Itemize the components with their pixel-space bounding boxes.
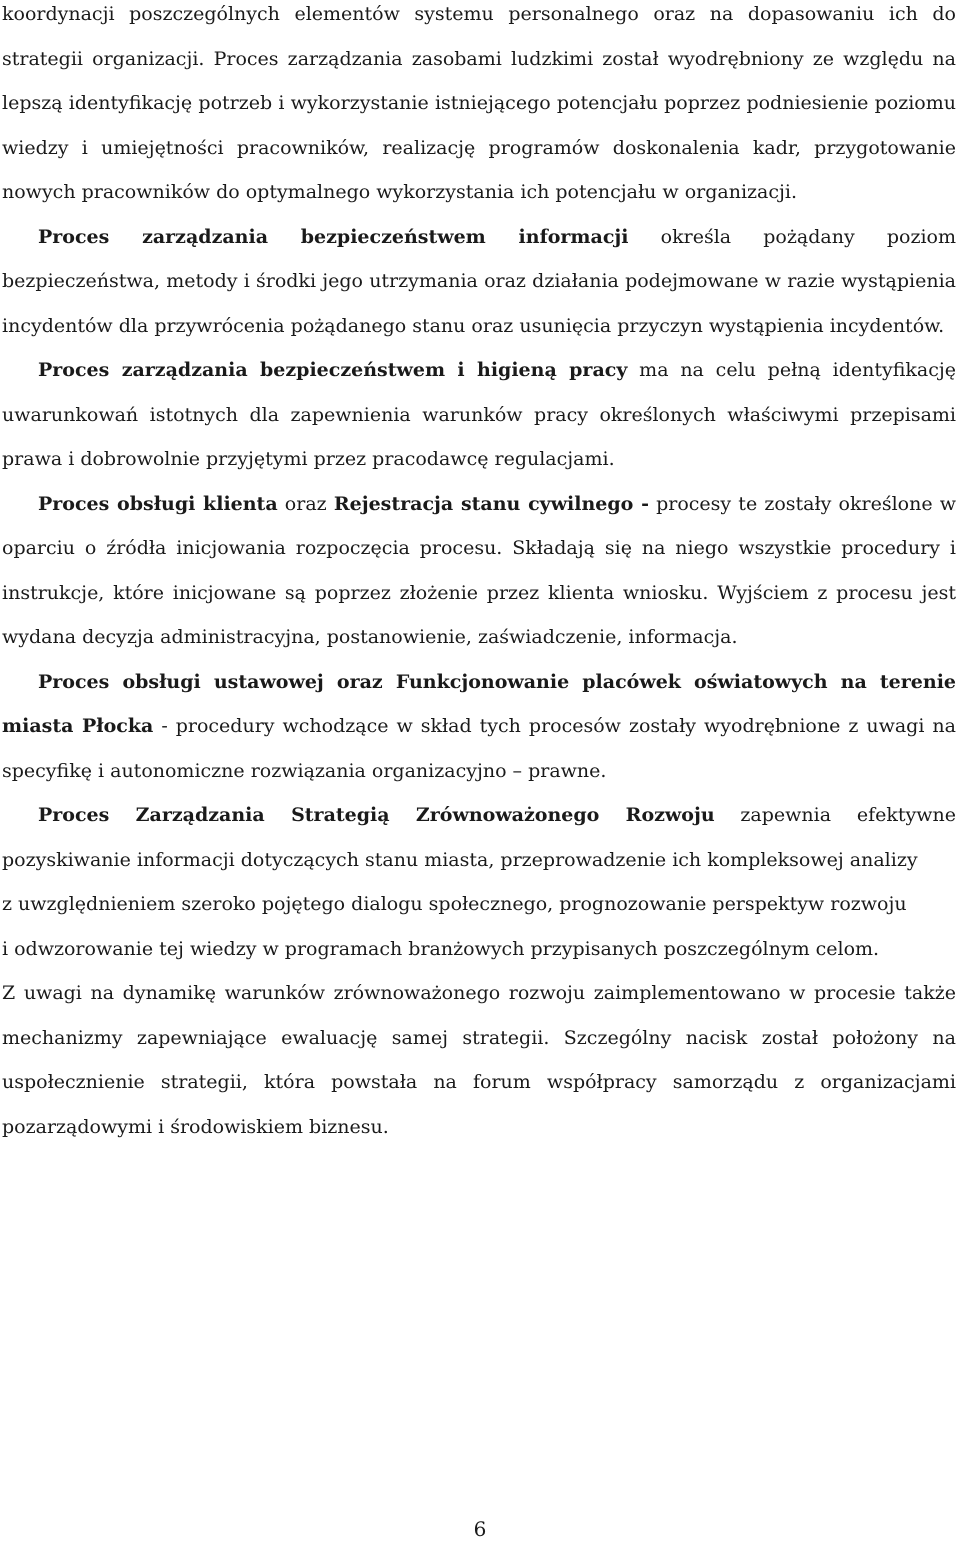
page-number: 6	[473, 1517, 487, 1541]
paragraph-text: i odwzorowanie tej wiedzy w programach branżowych przypisanych poszczególnym celom.	[2, 937, 880, 960]
civil-registry-title: Rejestracja stanu cywilnego -	[333, 492, 649, 515]
ohs-process-title: Proces zarządzania bezpieczeństwem i higieną pracy	[38, 359, 628, 381]
paragraph-strategy-continuation-2	[2, 927, 956, 972]
paragraph-client-process	[2, 482, 956, 660]
infosec-process-title: Proces zarządzania bezpieczeństwem informacji	[38, 225, 629, 248]
paragraph-text: koordynacji poszczególnych elementów systemu personalnego oraz na dopasowaniu ich do strategii organizacji. Proces zarządzania zasobami ludzkimi został wyodrębniony ze względu na lepszą identyfikację potrzeb i wykorzystanie istniejącego potencjału poprzez podniesienie poziomu wiedzy i umiejętności pracowników, realizację programów doskonalenia kadr, przygotowanie nowych pracowników do optymalnego wykorzystania ich potencjału w organizacji.	[2, 3, 956, 203]
paragraph-strategy-evaluation	[2, 971, 956, 1149]
paragraph-text: ma na celu pełną identyfikację uwarunkowań istotnych dla zapewnienia warunków pracy określonych właściwymi przepisami prawa i dobrowolnie przyjętymi przez pracodawcę regulacjami.	[2, 359, 956, 470]
paragraph-text: - procedury wchodzące w skład tych procesów zostały wyodrębnione z uwagi na specyfikę i autonomiczne rozwiązania organizacyjno – prawne.	[2, 715, 956, 782]
paragraph-text: Z uwagi na dynamikę warunków zrównoważonego rozwoju zaimplementowano w procesie także mechanizmy zapewniające ewaluację samej strategii. Szczególny nacisk został położony na uspołecznienie strategii, która powstała na forum współpracy samorządu z organizacjami pozarządowymi i środowiskiem biznesu.	[2, 982, 956, 1138]
strategy-process-title: Proces Zarządzania Strategią Zrównoważonego Rozwoju	[38, 804, 715, 826]
paragraph-hr-process	[2, 0, 956, 215]
paragraph-infosec-process	[2, 215, 956, 349]
paragraph-text: zapewnia efektywne pozyskiwanie informacji dotyczących stanu miasta, przeprowadzenie ich kompleksowej analizy	[2, 804, 957, 871]
paragraph-strategy-process	[2, 793, 956, 882]
statutory-process-title: Proces obsługi ustawowej oraz Funkcjonowanie placówek oświatowych na terenie miasta Płocka	[2, 670, 956, 737]
paragraph-text: z uwzględnieniem szeroko pojętego dialogu społecznego, prognozowanie perspektyw rozwoju	[2, 893, 907, 915]
client-process-title: Proces obsługi klienta	[38, 492, 278, 515]
paragraph-ohs-process	[2, 348, 956, 482]
paragraph-text: określa pożądany poziom bezpieczeństwa, metody i środki jego utrzymania oraz działania podejmowane w razie wystąpienia incydentów dla przywrócenia pożądanego stanu oraz usunięcia przyczyn wystąpienia incydentów.	[2, 225, 956, 337]
paragraph-text: procesy te zostały określone w oparciu o źródła inicjowania rozpoczęcia procesu. Składają się na niego wszystkie procedury i instrukcje, które inicjowane są poprzez złożenie przez klienta wniosku. Wyjściem z procesu jest wydana decyzja administracyjna, postanowienie, zaświadczenie, informacja.	[2, 492, 956, 648]
paragraph-statutory-process	[2, 660, 956, 794]
paragraph-text: oraz	[277, 492, 334, 515]
document-body	[2, 0, 956, 1149]
paragraph-strategy-continuation-1	[2, 882, 956, 927]
